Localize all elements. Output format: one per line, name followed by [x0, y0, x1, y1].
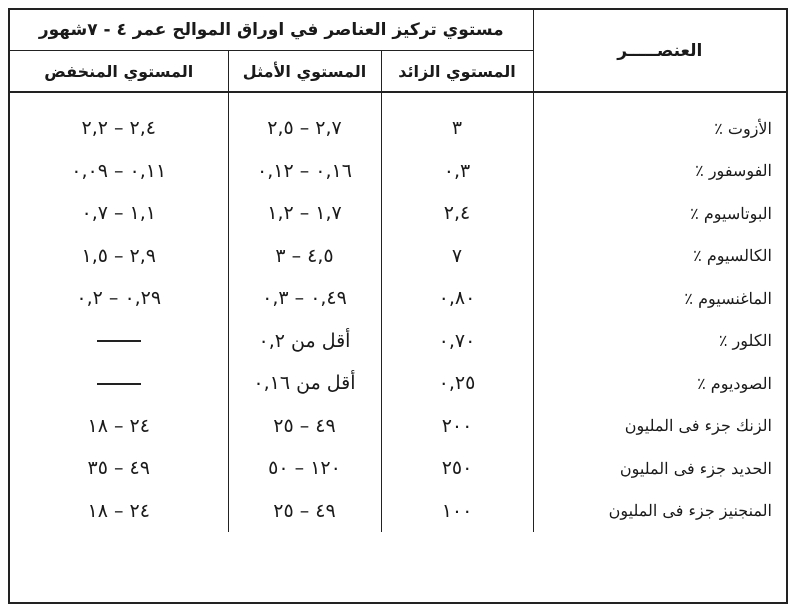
element-name: الفوسفور ٪ [533, 150, 786, 193]
column-header-low: المستوي المنخفض [10, 51, 228, 93]
concentration-table [10, 10, 786, 532]
element-name: الحديد جزء فى المليون [533, 447, 786, 490]
table-row [10, 277, 786, 320]
element-name: الزنك جزء فى المليون [533, 405, 786, 448]
high-level-value: ١٠٠ [381, 490, 533, 533]
concentration-table-sheet [8, 8, 788, 604]
high-level-value: ٢٠٠ [381, 405, 533, 448]
column-header-optimal: المستوي الأمثل [228, 51, 381, 93]
high-level-value: ٠,٢٥ [381, 362, 533, 405]
empty-dash [97, 383, 141, 385]
table-row [10, 107, 786, 150]
optimal-level-value: ٠,٤٩ – ٠,٣ [228, 277, 381, 320]
empty-dash [97, 340, 141, 342]
optimal-level-value: أقل من ٠,٢ [228, 320, 381, 363]
low-level-empty [10, 320, 228, 363]
table-title: مستوي تركيز العناصر في اوراق الموالح عمر ٤ - ٧شهور [10, 10, 533, 51]
low-level-value: ٢,٤ – ٢,٢ [81, 117, 156, 140]
low-level-value: ٢٤ – ١٨ [87, 414, 150, 437]
low-level-value: ٢٤ – ١٨ [87, 499, 150, 522]
low-level-value: ١,١ – ٠,٧ [81, 202, 156, 225]
optimal-level-value: ١٢٠ – ٥٠ [228, 447, 381, 490]
high-level-value: ٢٥٠ [381, 447, 533, 490]
element-name: الماغنسيوم ٪ [533, 277, 786, 320]
high-level-value: ٠,٧٠ [381, 320, 533, 363]
low-level-empty [10, 362, 228, 405]
column-header-element: العنصـــــر [533, 10, 786, 92]
high-level-value: ٧ [381, 235, 533, 278]
table-row [10, 490, 786, 533]
table-row [10, 362, 786, 405]
column-header-high: المستوي الزائد [381, 51, 533, 93]
table-row [10, 320, 786, 363]
low-level-value: ٠,٢٩ – ٠,٢ [76, 287, 162, 310]
element-name: الأزوت ٪ [533, 107, 786, 150]
element-name: الصوديوم ٪ [533, 362, 786, 405]
table-row [10, 447, 786, 490]
high-level-value: ٣ [381, 107, 533, 150]
table-row [10, 235, 786, 278]
table-row [10, 192, 786, 235]
optimal-level-value: ١,٧ – ١,٢ [228, 192, 381, 235]
optimal-level-value: ٤٩ – ٢٥ [228, 405, 381, 448]
optimal-level-value: ٢,٧ – ٢,٥ [228, 107, 381, 150]
low-level-value: ٢,٩ – ١,٥ [81, 244, 156, 267]
low-level-value: ٠,١١ – ٠,٠٩ [71, 159, 167, 182]
high-level-value: ٢,٤ [381, 192, 533, 235]
element-name: الكلور ٪ [533, 320, 786, 363]
optimal-level-value: ٤,٥ – ٣ [228, 235, 381, 278]
optimal-level-value: ٤٩ – ٢٥ [228, 490, 381, 533]
high-level-value: ٠,٨٠ [381, 277, 533, 320]
high-level-value: ٠,٣ [381, 150, 533, 193]
table-row [10, 405, 786, 448]
low-level-value: ٤٩ – ٣٥ [87, 457, 150, 480]
table-row [10, 150, 786, 193]
element-name: الكالسيوم ٪ [533, 235, 786, 278]
element-name: البوتاسيوم ٪ [533, 192, 786, 235]
element-name: المنجنيز جزء فى المليون [533, 490, 786, 533]
optimal-level-value: أقل من ٠,١٦ [228, 362, 381, 405]
optimal-level-value: ٠,١٦ – ٠,١٢ [228, 150, 381, 193]
